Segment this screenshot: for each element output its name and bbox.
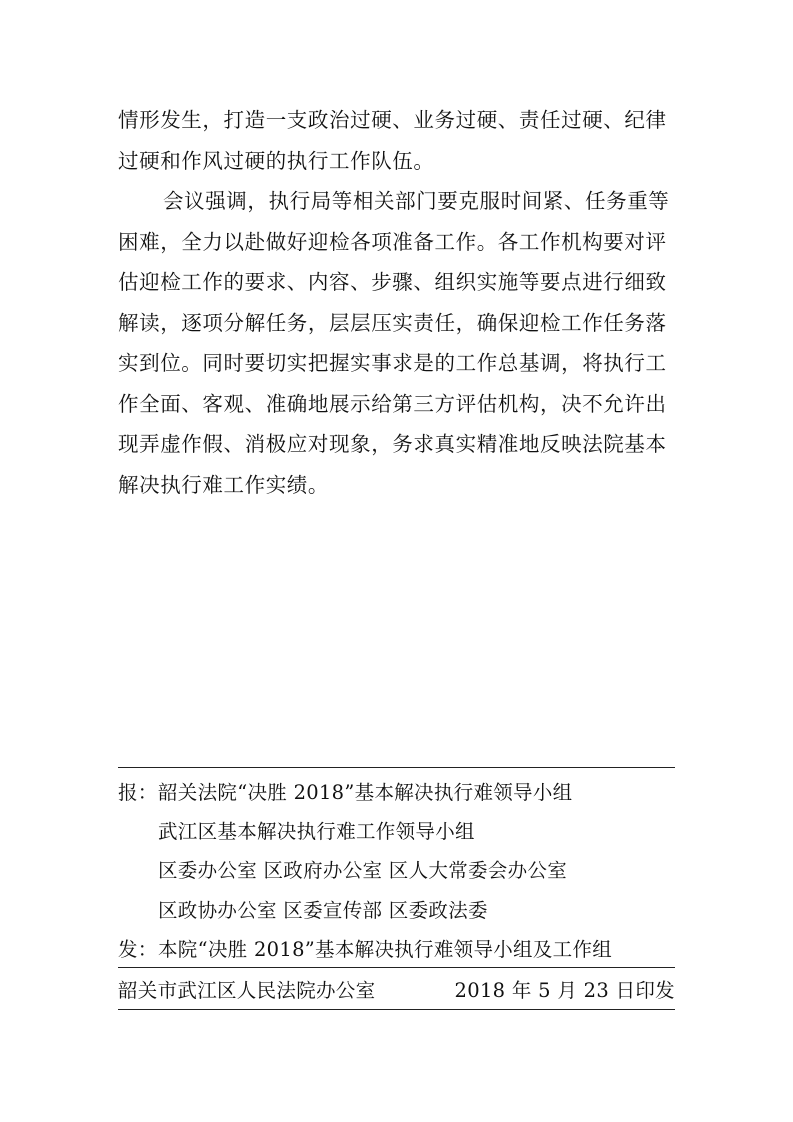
body-line: 过硬和作风过硬的执行工作队伍。 (118, 148, 435, 173)
body-line: 作全面、客观、准确地展示给第三方评估机构，决不允许出 (118, 391, 667, 416)
imprint-top-rule (118, 967, 675, 968)
report-recipient: 区委办公室 区政府办公室 区人大常委会办公室 (158, 859, 567, 882)
report-recipient: 区政协办公室 区委宣传部 区委政法委 (158, 899, 488, 922)
body-line: 解决执行难工作实绩。 (118, 472, 329, 497)
body-line: 情形发生，打造一支政治过硬、业务过硬、责任过硬、纪律 (118, 108, 667, 132)
send-label: 发： (118, 938, 158, 961)
body-line: 困难，全力以赴做好迎检各项准备工作。各工作机构要对评 (118, 229, 667, 254)
imprint-bottom-rule (118, 1009, 675, 1010)
document-body (118, 100, 678, 505)
imprint-row (118, 971, 675, 1011)
send-recipient: 本院“决胜 2018”基本解决执行难领导小组及工作组 (158, 938, 613, 961)
report-recipient: 韶关法院“决胜 2018”基本解决执行难领导小组 (158, 781, 573, 804)
issuing-office: 韶关市武江区人民法院办公室 (118, 979, 376, 1002)
distribution-top-rule (118, 767, 675, 768)
body-line: 会议强调，执行局等相关部门要克服时间紧、任务重等 (163, 189, 670, 213)
body-line: 解读，逐项分解任务，层层压实责任，确保迎检工作任务落 (118, 310, 667, 335)
issue-date: 2018 年 5 月 23 日印发 (454, 979, 675, 1002)
report-recipient: 武江区基本解决执行难工作领导小组 (158, 820, 475, 843)
report-label: 报： (118, 781, 158, 804)
body-line: 现弄虚作假、消极应对现象，务求真实精准地反映法院基本 (118, 432, 667, 456)
body-line: 实到位。同时要切实把握实事求是的工作总基调，将执行工 (118, 351, 667, 375)
body-line: 估迎检工作的要求、内容、步骤、组织实施等要点进行细致 (118, 270, 667, 294)
